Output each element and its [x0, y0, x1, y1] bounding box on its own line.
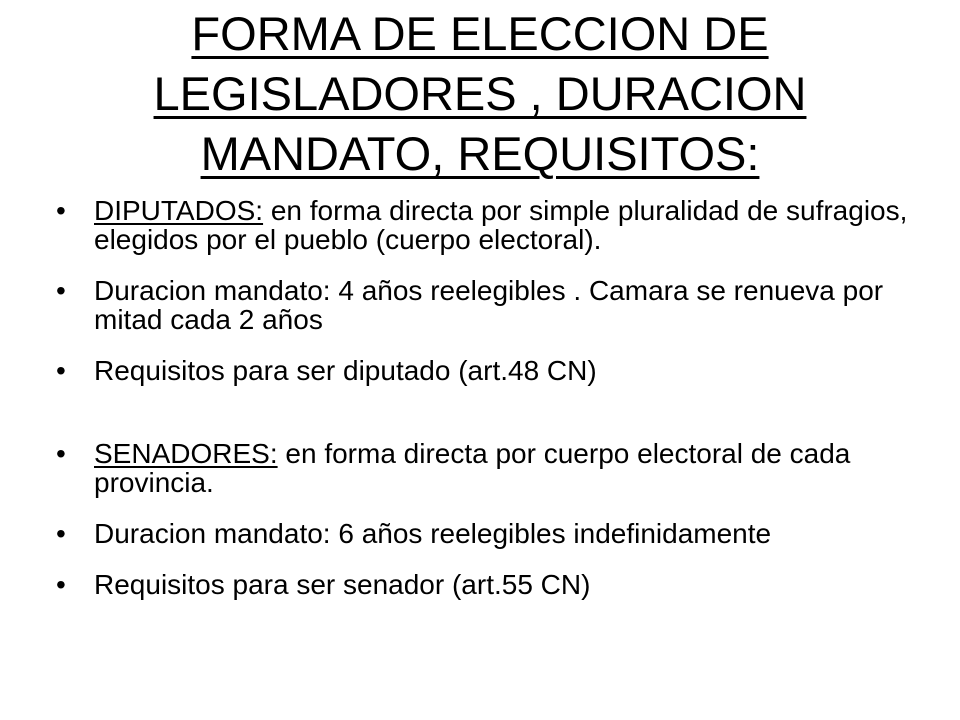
- title-line-3: MANDATO, REQUISITOS:: [200, 127, 760, 180]
- bullet-dot: •: [56, 438, 66, 469]
- bullet-text: Requisitos para ser diputado (art.48 CN): [94, 355, 597, 386]
- bullet-lead-senadores: SENADORES:: [94, 438, 278, 469]
- title-line-1: FORMA DE ELECCION DE: [191, 7, 769, 60]
- bullet-dot: •: [56, 518, 66, 549]
- bullet-dot: •: [56, 355, 66, 386]
- bullet-dot: •: [56, 195, 66, 226]
- bullet-text: Duracion mandato: 6 años reelegibles indefinidamente: [94, 518, 772, 549]
- bullet-diputados: [56, 196, 916, 254]
- bullet-text: Requisitos para ser senador (art.55 CN): [94, 569, 591, 600]
- bullet-dot: •: [56, 275, 66, 306]
- slide-title: [40, 4, 920, 184]
- bullet-lead-diputados: DIPUTADOS:: [94, 195, 264, 226]
- bullet-senadores: [56, 439, 916, 497]
- bullet-duracion-diputados: [56, 276, 916, 334]
- bullet-text: en forma directa por cuerpo electoral de cada provincia.: [94, 438, 851, 498]
- bullet-requisitos-diputado: [56, 356, 916, 385]
- bullet-text: en forma directa por simple pluralidad de sufragios, elegidos por el pueblo (cuerpo electoral).: [94, 195, 908, 255]
- bullet-text: Duracion mandato: 4 años reelegibles . Camara se renueva por mitad cada 2 años: [94, 275, 884, 335]
- bullet-requisitos-senador: [56, 570, 916, 599]
- bullet-dot: •: [56, 569, 66, 600]
- bullet-list: [56, 196, 916, 599]
- title-line-2: LEGISLADORES , DURACION: [153, 67, 807, 120]
- bullet-duracion-senadores: [56, 519, 916, 548]
